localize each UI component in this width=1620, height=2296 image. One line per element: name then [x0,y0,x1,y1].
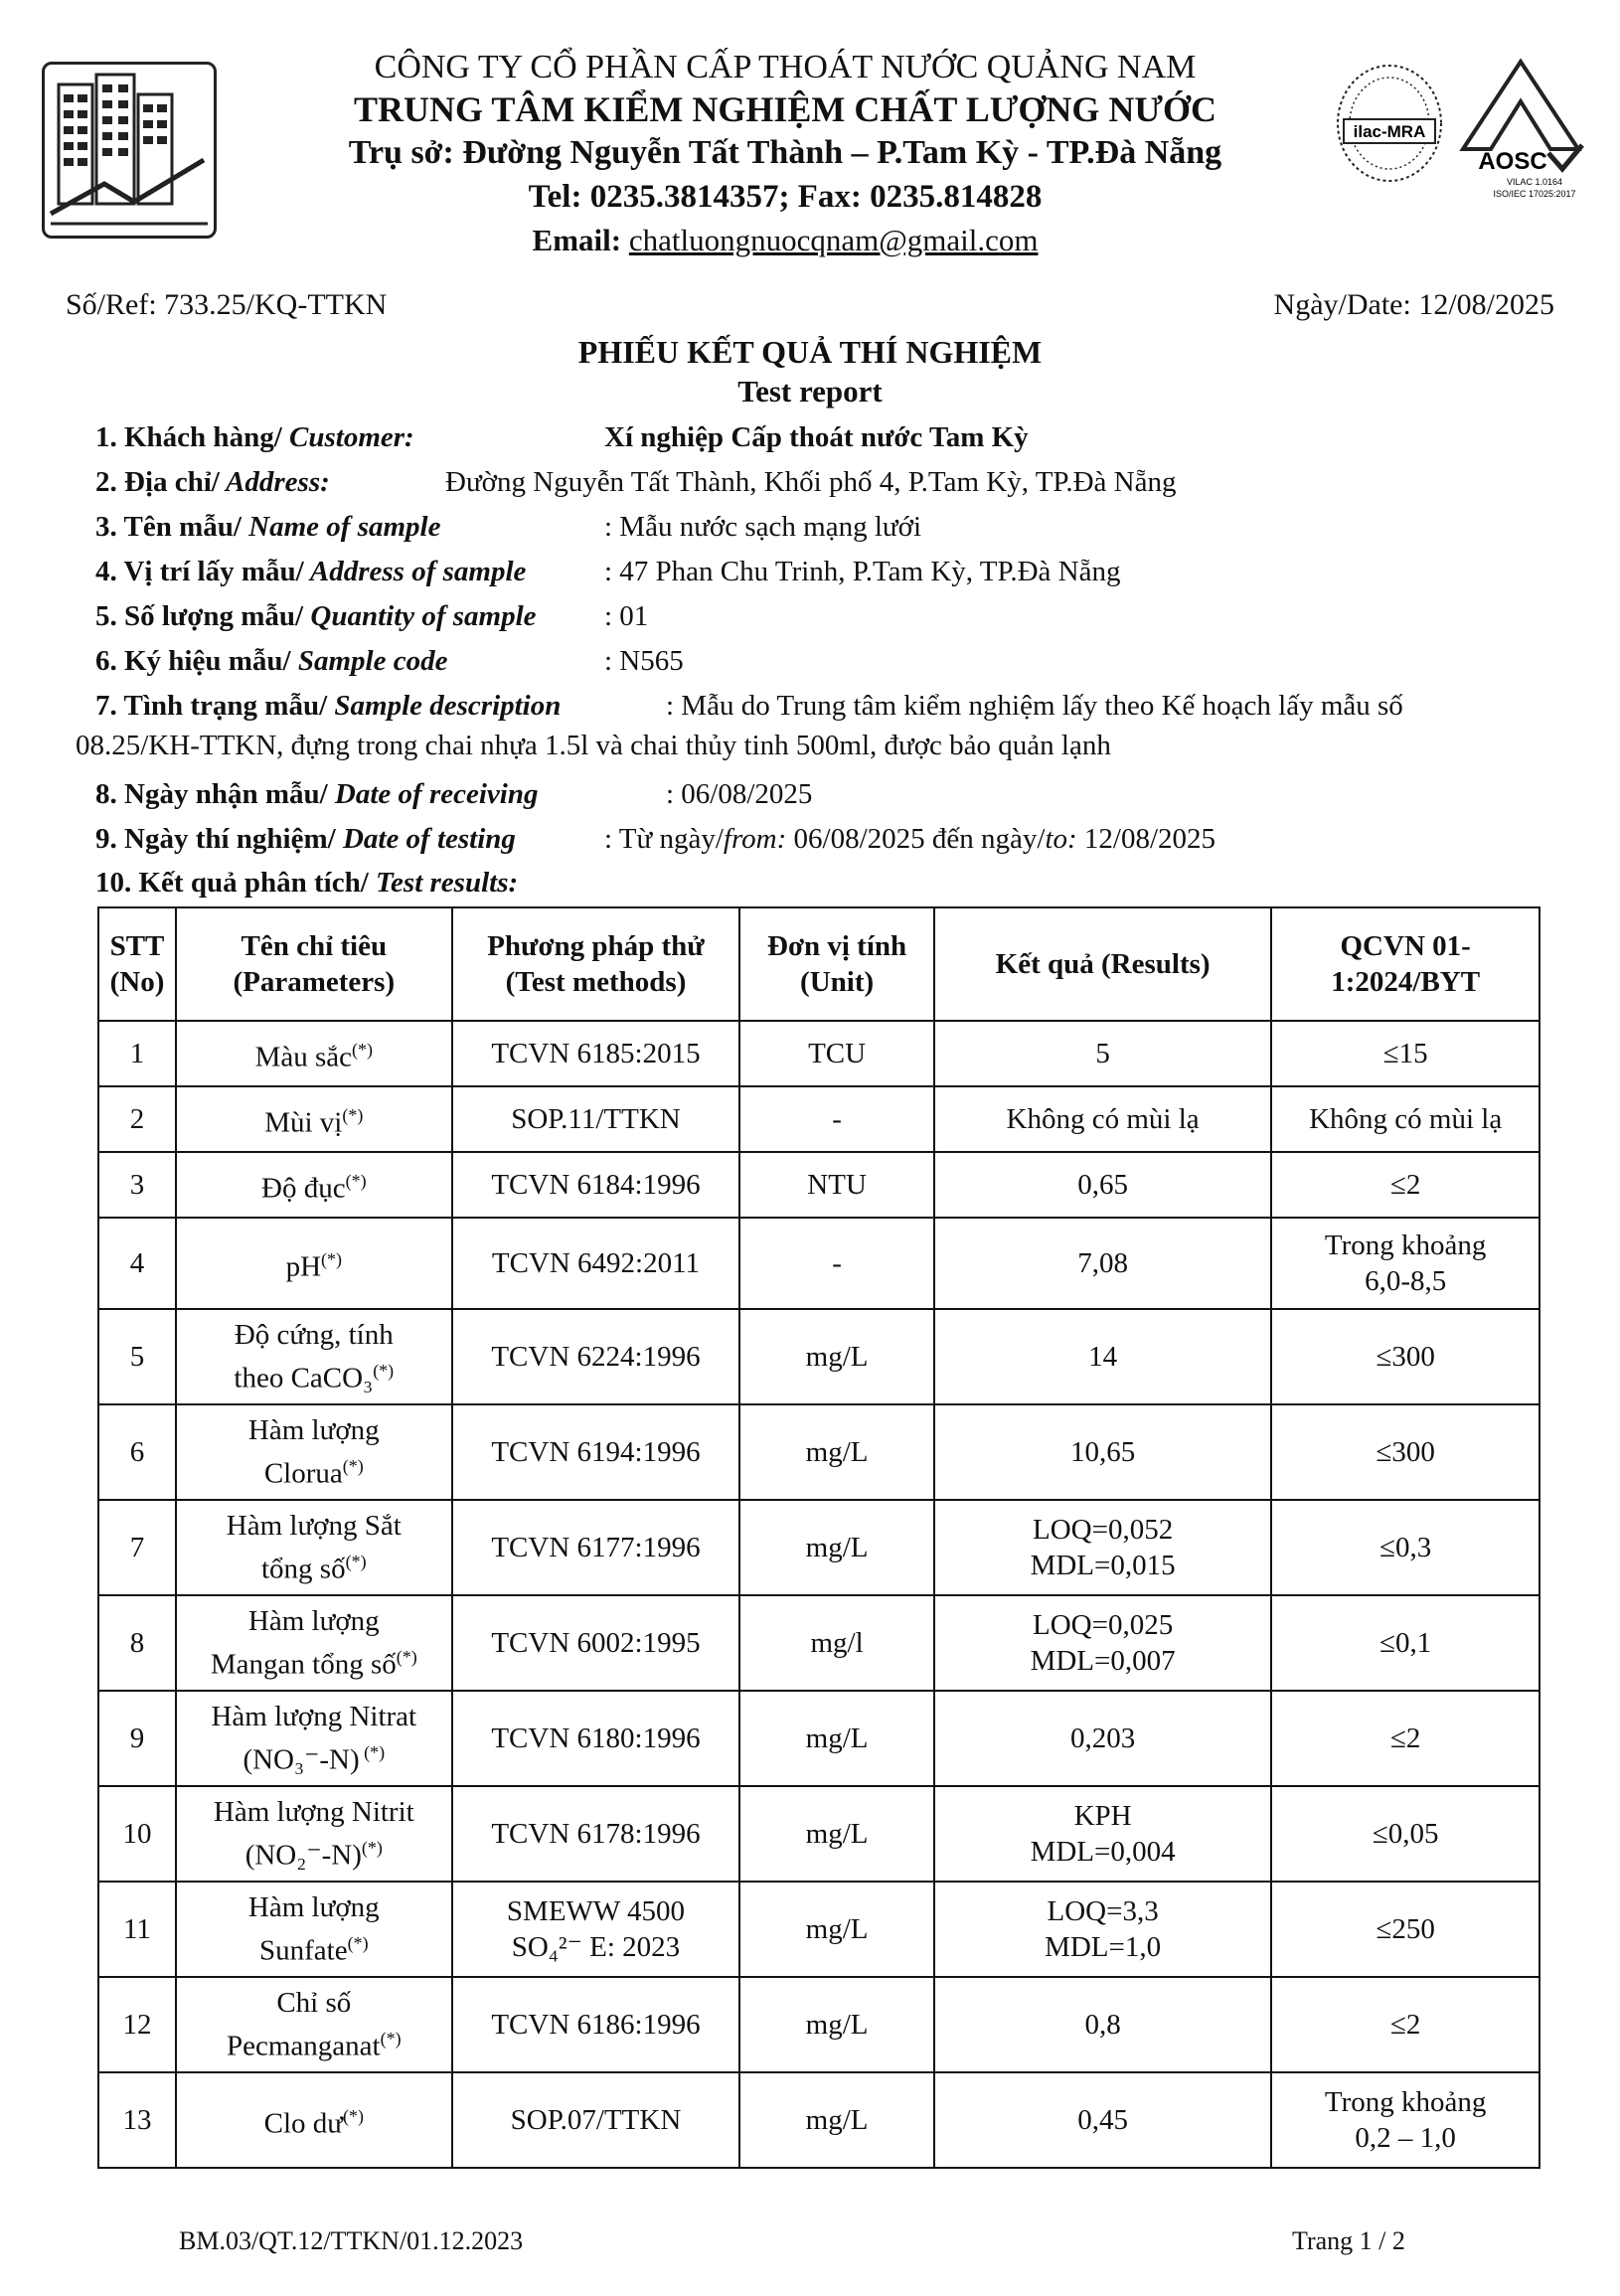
company-email-line: Email: chatluongnuocqnam@gmail.com [532,223,1039,257]
table-row [98,1500,1539,1595]
receiving-date-row: 8. Ngày nhận mẫu/ Date of receiving [95,778,539,810]
table-row [98,1977,1539,2072]
address-row: 2. Địa chỉ/ Address: [95,466,330,498]
table-row [98,1595,1539,1691]
cell-unit: mg/L [739,2072,934,2168]
cell-method: TCVN 6002:1995 [452,1595,740,1691]
cell-unit: NTU [739,1152,934,1218]
report-title: PHIẾU KẾT QUẢ THÍ NGHIỆM [577,334,1043,370]
cell-parameter: Chỉ số Pecmanganat(*) [176,1977,452,2072]
cell-method: TCVN 6224:1996 [452,1309,740,1404]
cell-no: 2 [98,1086,176,1152]
test-results-heading: 10. Kết quả phân tích/ Test results: [95,867,519,899]
cell-standard: ≤2 [1271,1691,1539,1786]
cell-result: LOQ=0,025 MDL=0,007 [934,1595,1271,1691]
company-address: Trụ sở: Đường Nguyễn Tất Thành – P.Tam Kỳ - TP.Đà Nẵng [348,134,1222,171]
cell-method: TCVN 6186:1996 [452,1977,740,2072]
table-header-row [98,907,1539,1021]
cell-no: 5 [98,1309,176,1404]
cell-standard: Trong khoảng 6,0-8,5 [1271,1218,1539,1309]
cell-parameter: Mùi vị(*) [176,1086,452,1152]
reference-number: Số/Ref: 733.25/KQ-TTKN [66,288,388,321]
table-row [98,1691,1539,1786]
col-header-result: Kết quả (Results) [934,907,1271,1021]
cell-result: LOQ=3,3 MDL=1,0 [934,1882,1271,1977]
cell-unit: mg/L [739,1691,934,1786]
letterhead [248,48,1322,262]
cell-parameter: pH(*) [176,1218,452,1309]
report-subtitle: Test report [737,374,883,409]
company-phone: Tel: 0235.3814357; Fax: 0235.814828 [528,179,1043,215]
cell-no: 7 [98,1500,176,1595]
sample-quantity-row: 5. Số lượng mẫu/ Quantity of sample [95,600,537,632]
cell-parameter: Độ cứng, tính theo CaCO₃(*) [176,1309,452,1404]
cell-standard: ≤300 [1271,1404,1539,1500]
center-name: TRUNG TÂM KIỂM NGHIỆM CHẤT LƯỢNG NƯỚC [353,89,1217,129]
company-email-link[interactable]: chatluongnuocqnam@gmail.com [628,223,1039,257]
cell-result: 14 [934,1309,1271,1404]
cell-parameter: Hàm lượng Sunfate(*) [176,1882,452,1977]
cell-parameter: Độ đục(*) [176,1152,452,1218]
cell-standard: ≤2 [1271,1152,1539,1218]
vilac-text: VILAC 1.0164 [1506,177,1563,187]
sample-description-row: 7. Tình trạng mẫu/ Sample description [95,690,562,722]
cell-result: 0,65 [934,1152,1271,1218]
cell-unit: mg/L [739,1786,934,1882]
col-header-no: STT (No) [98,907,176,1021]
sample-location-row: 4. Vị trí lấy mẫu/ Address of sample [95,556,527,587]
cell-no: 8 [98,1595,176,1691]
cell-no: 11 [98,1882,176,1977]
cell-parameter: Hàm lượng Nitrat (NO₃⁻-N) (*) [176,1691,452,1786]
cell-standard: ≤300 [1271,1309,1539,1404]
table-row [98,1786,1539,1882]
cell-no: 6 [98,1404,176,1500]
table-row [98,1404,1539,1500]
testing-date-value: : Từ ngày/from: 06/08/2025 đến ngày/to: 12/08/2025 [604,823,1216,855]
col-header-unit: Đơn vị tính (Unit) [739,907,934,1021]
cell-unit: mg/L [739,1404,934,1500]
cell-method: TCVN 6492:2011 [452,1218,740,1309]
sample-description-value-1: : Mẫu do Trung tâm kiểm nghiệm lấy theo Kế hoạch lấy mẫu số [666,690,1403,722]
table-row [98,2072,1539,2168]
sample-quantity-value: : 01 [604,600,649,632]
ilac-mra-logo [1332,62,1447,185]
cell-parameter: Hàm lượng Sắt tổng số(*) [176,1500,452,1595]
customer-row: 1. Khách hàng/ Customer: [95,421,414,453]
cell-unit: - [739,1218,934,1309]
form-code: BM.03/QT.12/TTKN/01.12.2023 [179,2226,524,2255]
col-header-standard: QCVN 01- 1:2024/BYT [1271,907,1539,1021]
cell-standard: ≤15 [1271,1021,1539,1086]
cell-no: 9 [98,1691,176,1786]
sample-description-value-2: 08.25/KH-TTKN, đựng trong chai nhựa 1.5l và chai thủy tinh 500ml, được bảo quản lạnh [76,730,1111,761]
cell-method: TCVN 6177:1996 [452,1500,740,1595]
cell-result: KPH MDL=0,004 [934,1786,1271,1882]
cell-no: 10 [98,1786,176,1882]
cell-method: SOP.07/TTKN [452,2072,740,2168]
cell-result: 0,203 [934,1691,1271,1786]
results-body [98,1021,1539,2168]
cell-unit: mg/L [739,1882,934,1977]
cell-parameter: Màu sắc(*) [176,1021,452,1086]
cell-unit: TCU [739,1021,934,1086]
cell-standard: ≤0,05 [1271,1786,1539,1882]
cell-no: 12 [98,1977,176,2072]
page-number: Trang 1 / 2 [1292,2226,1405,2255]
testing-date-row: 9. Ngày thí nghiệm/ Date of testing [95,823,516,855]
table-row [98,1218,1539,1309]
cell-standard: ≤0,3 [1271,1500,1539,1595]
cell-result: Không có mùi lạ [934,1086,1271,1152]
cell-parameter: Hàm lượng Clorua(*) [176,1404,452,1500]
customer-value: Xí nghiệp Cấp thoát nước Tam Kỳ [604,421,1029,453]
company-name: CÔNG TY CỔ PHẦN CẤP THOÁT NƯỚC QUẢNG NAM [374,49,1197,85]
cell-no: 4 [98,1218,176,1309]
cell-parameter: Hàm lượng Nitrit (NO₂⁻-N)(*) [176,1786,452,1882]
cell-method: TCVN 6185:2015 [452,1021,740,1086]
address-value: Đường Nguyễn Tất Thành, Khối phố 4, P.Tam Kỳ, TP.Đà Nẵng [445,466,1177,498]
receiving-date-value: : 06/08/2025 [666,778,813,810]
cell-unit: mg/L [739,1309,934,1404]
cell-method: TCVN 6194:1996 [452,1404,740,1500]
aosc-logo [1451,58,1590,207]
col-header-parameter: Tên chỉ tiêu (Parameters) [176,907,452,1021]
cell-result: 5 [934,1021,1271,1086]
cell-method: SOP.11/TTKN [452,1086,740,1152]
cell-method: TCVN 6184:1996 [452,1152,740,1218]
cell-no: 3 [98,1152,176,1218]
cell-standard: ≤250 [1271,1882,1539,1977]
sample-name-row: 3. Tên mẫu/ Name of sample [95,511,441,543]
table-row [98,1882,1539,1977]
ilac-logo-text: ilac-MRA [1353,122,1426,141]
sample-code-row: 6. Ký hiệu mẫu/ Sample code [95,645,448,677]
aosc-logo-text: AOSC [1478,148,1547,175]
cell-parameter: Hàm lượng Mangan tổng số(*) [176,1595,452,1691]
cell-result: LOQ=0,052 MDL=0,015 [934,1500,1271,1595]
cell-no: 13 [98,2072,176,2168]
cell-unit: mg/L [739,1977,934,2072]
col-header-method: Phương pháp thử (Test methods) [452,907,740,1021]
table-row [98,1086,1539,1152]
cell-unit: mg/L [739,1500,934,1595]
iso-text: ISO/IEC 17025:2017 [1493,189,1576,199]
cell-result: 0,8 [934,1977,1271,2072]
cell-standard: Không có mùi lạ [1271,1086,1539,1152]
cell-no: 1 [98,1021,176,1086]
sample-name-value: : Mẫu nước sạch mạng lưới [604,511,922,543]
company-logo [42,62,217,239]
table-row [98,1021,1539,1086]
cell-result: 0,45 [934,2072,1271,2168]
cell-method: TCVN 6180:1996 [452,1691,740,1786]
table-row [98,1152,1539,1218]
report-date: Ngày/Date: 12/08/2025 [1273,288,1554,321]
cell-standard: ≤2 [1271,1977,1539,2072]
cell-method: SMEWW 4500 SO₄²⁻ E: 2023 [452,1882,740,1977]
cell-standard: ≤0,1 [1271,1595,1539,1691]
table-row [98,1309,1539,1404]
cell-standard: Trong khoảng 0,2 – 1,0 [1271,2072,1539,2168]
cell-method: TCVN 6178:1996 [452,1786,740,1882]
sample-code-value: : N565 [604,645,684,677]
cell-parameter: Clo dư(*) [176,2072,452,2168]
cell-unit: - [739,1086,934,1152]
results-table [97,906,1540,2169]
building-logo-icon [45,65,214,236]
cell-result: 10,65 [934,1404,1271,1500]
cell-unit: mg/l [739,1595,934,1691]
cell-result: 7,08 [934,1218,1271,1309]
sample-location-value: : 47 Phan Chu Trinh, P.Tam Kỳ, TP.Đà Nẵng [604,556,1121,587]
